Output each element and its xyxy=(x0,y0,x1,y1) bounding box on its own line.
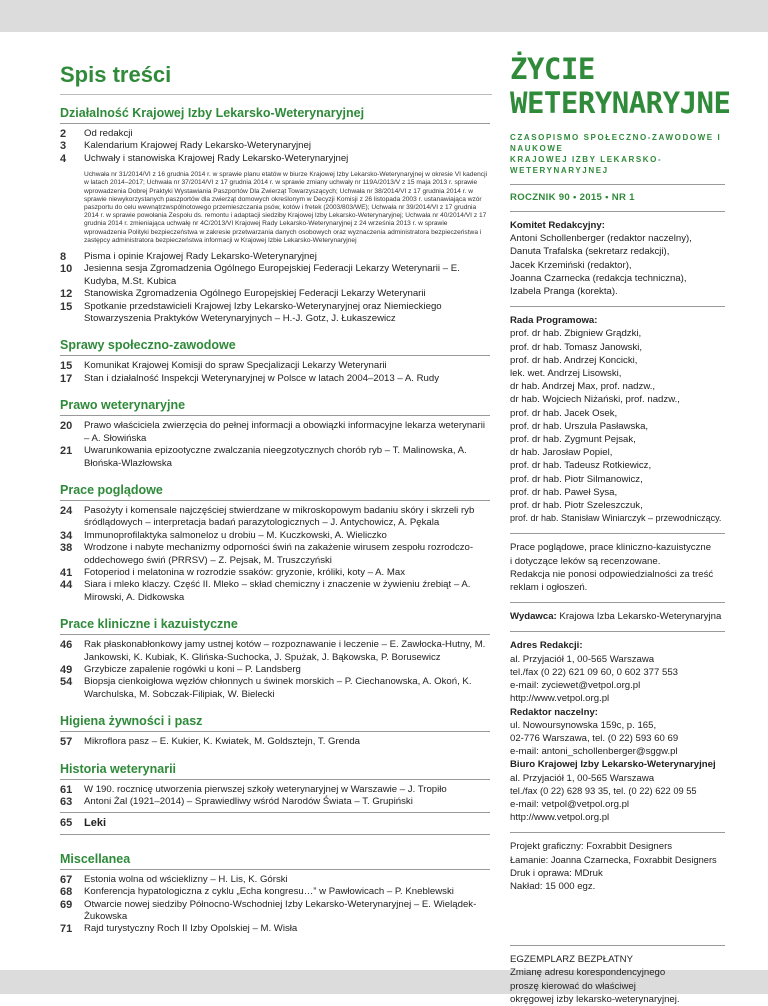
entry-title: Jesienna sesja Zgromadzenia Ogólnego Europejskiej Federacji Lekarzy Weterynarii – E. Kudyba, M.St. Kubica xyxy=(84,263,460,287)
toc-entry[interactable] xyxy=(60,360,490,372)
publisher-name: Krajowa Izba Lekarsko-Weterynaryjna xyxy=(559,611,722,623)
toc-entry[interactable] xyxy=(60,251,490,263)
member: Jacek Krzemiński (redaktor), xyxy=(510,259,632,271)
production-credits xyxy=(510,840,725,893)
toc-entry[interactable] xyxy=(60,676,490,701)
page-number: 49 xyxy=(60,663,73,676)
page-number: 63 xyxy=(60,796,73,809)
member: Danuta Trafalska (sekretarz redakcji), xyxy=(510,246,670,258)
member: Izabela Pranga (korekta). xyxy=(510,286,618,298)
page-number: 61 xyxy=(60,783,73,796)
entry-title: Pisma i opinie Krajowej Rady Lekarsko-Weterynaryjnej xyxy=(84,251,317,263)
label: Wydawca: xyxy=(510,611,557,623)
toc-entry[interactable] xyxy=(60,639,490,664)
section-heading: Prace poglądowe xyxy=(60,482,163,497)
note-line: Redakcja nie ponosi odpowiedzialności za treść xyxy=(510,568,714,580)
page-number: 65 xyxy=(60,817,73,830)
entry-title: Prawo właściciela zwierzęcia do pełnej informacji a obowiązki informacyjne lekarza weterynarii – A. Słowińska xyxy=(84,420,485,444)
entry-title: Antoni Żal (1921–2014) – Sprawiedliwy wśród Narodów Świata – T. Grupiński xyxy=(84,796,413,808)
toc-entry[interactable] xyxy=(60,899,490,924)
page-number: 12 xyxy=(60,288,73,301)
entry-title: Uchwały i stanowiska Krajowej Rady Lekarsko-Weterynaryjnej xyxy=(84,152,349,164)
masthead-column xyxy=(510,52,731,1006)
phone-line: tel./fax (0 22) 628 93 35, tel. (0 22) 622 09 55 xyxy=(510,785,697,796)
page-number: 34 xyxy=(60,529,73,542)
toc-entry[interactable] xyxy=(60,796,490,808)
toc-entry[interactable] xyxy=(60,579,490,604)
entry-title: Otwarcie nowej siedziby Północno-Wschodniej Izby Lekarsko-Weterynaryjnej – E. Wielądek-Żukowska xyxy=(84,898,477,923)
label: Komitet Redakcyjny: xyxy=(510,220,605,231)
page-number: 2 xyxy=(60,128,67,140)
section-rule xyxy=(60,415,490,416)
entry-title: Od redakcji xyxy=(84,128,133,139)
journal-logo: ŻYCIE WETERYNARYJNE xyxy=(510,52,731,120)
toc-entry[interactable] xyxy=(60,923,490,935)
toc-entry[interactable] xyxy=(60,288,490,300)
page-number: 3 xyxy=(60,140,67,153)
title-rule xyxy=(60,94,492,95)
rule xyxy=(510,184,725,185)
credit-line: Łamanie: Joanna Czarnecka, Foxrabbit Designers xyxy=(510,854,717,865)
entry-title: Immunoprofilaktyka salmoneloz u drobiu – M. Kuczkowski, A. Wieliczko xyxy=(84,529,387,541)
review-note xyxy=(510,541,725,594)
phone-line: 02-776 Warszawa, tel. (0 22) 593 60 69 xyxy=(510,732,679,744)
toc-entry[interactable] xyxy=(60,664,490,676)
member: dr hab. Wojciech Niżański, prof. nadzw., xyxy=(510,394,680,406)
section-heading: Prace kliniczne i kazuistyczne xyxy=(60,617,238,632)
entry-title: Leki xyxy=(84,817,107,830)
entry-title: Komunikat Krajowej Komisji do spraw Specjalizacji Lekarzy Weterynarii xyxy=(84,360,387,372)
member: Antoni Schollenberger (redaktor naczelny), xyxy=(510,233,692,245)
page-number: 67 xyxy=(60,873,73,886)
entry-title: Pasożyty i komensale najczęściej stwierdzane w mikroskopowym badaniu skóry i skrzeli ryb śródlądowych – interpretacja badań parazytologicznych – J. Antychowicz, A. Pękala xyxy=(84,504,475,529)
entry-title: Wrodzone i nabyte mechanizmy odporności świń na zakażenie wirusem zespołu rozrodczo-oddechowego świń (PRRSV) – Z. Pejsak, M. Truszczyński xyxy=(84,542,474,566)
toc-entry[interactable] xyxy=(60,817,490,829)
page-number: 38 xyxy=(60,542,73,555)
section-heading: Miscellanea xyxy=(60,851,131,866)
rule xyxy=(510,211,725,212)
address-line: al. Przyjaciół 1, 00-565 Warszawa xyxy=(510,653,655,665)
member: dr hab. Andrzej Max, prof. nadzw., xyxy=(510,381,656,393)
toc-entry[interactable] xyxy=(60,874,490,886)
section-rule xyxy=(60,812,490,813)
member: prof. dr hab. Andrzej Koncicki, xyxy=(510,354,638,366)
editorial-committee xyxy=(510,219,725,298)
section-rule xyxy=(60,123,490,124)
rule xyxy=(510,533,725,534)
label: Redaktor naczelny: xyxy=(510,706,598,718)
member: prof. dr hab. Piotr Szeleszczuk, xyxy=(510,500,643,512)
page-number: 10 xyxy=(60,263,73,276)
note-line: Zmianę adresu korespondencyjnego xyxy=(510,967,666,979)
email-link[interactable]: e-mail: vetpol@vetpol.org.pl xyxy=(510,798,630,810)
email-link[interactable]: e-mail: antoni_schollenberger@sggw.pl xyxy=(510,746,678,758)
section-rule xyxy=(60,731,490,732)
entry-title: Stanowiska Zgromadzenia Ogólnego Europejskiej Federacji Lekarzy Weterynarii xyxy=(84,288,426,300)
label: Biuro Krajowej Izby Lekarsko-Weterynaryjnej xyxy=(510,759,716,771)
page-number: 71 xyxy=(60,923,73,936)
note-line: i dotyczące leków są recenzowane. xyxy=(510,555,661,567)
entry-title: Stan i działalność Inspekcji Weterynaryjnej w Polsce w latach 2004–2013 – A. Rudy xyxy=(84,372,439,384)
member: prof. dr hab. Piotr Silmanowicz, xyxy=(510,473,643,485)
note-line: okręgowej izby lekarsko-weterynaryjnej. xyxy=(510,993,680,1005)
toc-entry[interactable] xyxy=(60,128,490,140)
toc-entry[interactable] xyxy=(60,153,490,165)
note-line: proszę kierować do właściwej xyxy=(510,980,636,992)
toc-entry[interactable] xyxy=(60,505,490,530)
member: prof. dr hab. Zbigniew Grądzki, xyxy=(510,328,642,340)
toc-entry[interactable] xyxy=(60,736,490,748)
email-link[interactable]: e-mail: zyciewet@vetpol.org.pl xyxy=(510,680,641,692)
section-heading: Prawo weterynaryjne xyxy=(60,398,186,413)
toc-entry[interactable] xyxy=(60,263,490,288)
entry-title: Spotkanie przedstawicieli Krajowej Izby Lekarsko-Weterynaryjnej oraz Niemieckiego Stowarzyszenia Praktyków Weterynaryjnych – H.-J. Gotz, J. Łukaszewicz xyxy=(84,300,442,325)
member: prof. dr hab. Tadeusz Rotkiewicz, xyxy=(510,460,652,472)
member: prof. dr hab. Zygmunt Pejsak, xyxy=(510,434,636,446)
toc-entry[interactable] xyxy=(60,542,490,567)
entry-title: W 190. rocznicę utworzenia pierwszej szkoły weterynaryjnej w Warszawie – J. Tropiło xyxy=(84,783,447,795)
member: prof. dr hab. Tomasz Janowski, xyxy=(510,341,643,353)
entry-title: Siara i mleko klaczy. Część II. Mleko – skład chemiczny i znaczenie w żywieniu źrebiąt – A. Mirowski, A. Didkowska xyxy=(84,579,471,603)
entry-title: Fotoperiod i melatonina w rozrodzie ssaków: gryzonie, króliki, koty – A. Max xyxy=(84,566,405,578)
publisher xyxy=(510,610,725,623)
section-heading: Działalność Krajowej Izby Lekarsko-Weterynaryjnej xyxy=(60,106,365,120)
page-number: 46 xyxy=(60,639,73,652)
member: prof. dr hab. Stanisław Winiarczyk – przewodniczący. xyxy=(510,513,722,524)
section-rule xyxy=(60,634,490,635)
member: Joanna Czarnecka (redakcja techniczna), xyxy=(510,272,687,284)
website-link[interactable]: http://www.vetpol.org.pl xyxy=(510,693,610,705)
free-copy-note xyxy=(510,953,725,1006)
journal-subtitle: CZASOPISMO SPOŁECZNO-ZAWODOWE I NAUKOWE xyxy=(510,133,722,153)
contact-info xyxy=(510,639,725,824)
page-number: 41 xyxy=(60,566,73,579)
toc-entry[interactable] xyxy=(60,373,490,385)
page-number: 69 xyxy=(60,898,73,911)
member: prof. dr hab. Jacek Osek, xyxy=(510,407,618,419)
credit-line: Projekt graficzny: Foxrabbit Designers xyxy=(510,841,673,853)
page-number: 24 xyxy=(60,504,73,517)
credit-line: Nakład: 15 000 egz. xyxy=(510,880,596,892)
address-line: ul. Nowoursynowska 159c, p. 165, xyxy=(510,719,657,731)
entry-title: Rajd turystyczny Roch II Izby Opolskiej – M. Wisła xyxy=(84,923,298,935)
entry-title: Uwarunkowania epizootyczne zwalczania nieegzotycznych chorób ryb – T. Malinowska, A. Błońska-Wlazłowska xyxy=(84,445,467,469)
toc-entry[interactable] xyxy=(60,567,490,579)
page-number: 4 xyxy=(60,152,67,165)
phone-line: tel./fax (0 22) 621 09 60, 0 602 377 553 xyxy=(510,666,679,678)
label: Rada Programowa: xyxy=(510,315,598,327)
page-number: 15 xyxy=(60,360,73,373)
issue-info: ROCZNIK 90 • 2015 • NR 1 xyxy=(510,192,635,203)
page-number: 54 xyxy=(60,676,73,689)
section-rule xyxy=(60,869,490,870)
rule xyxy=(510,602,725,603)
credit-line: Druk i oprawa: MDruk xyxy=(510,867,603,879)
note-line: Prace poglądowe, prace kliniczno-kazuistyczne xyxy=(510,542,712,554)
rule xyxy=(510,832,725,833)
section-rule xyxy=(60,355,490,356)
member: prof. dr hab. Urszula Pasławska, xyxy=(510,420,649,432)
toc-entry[interactable] xyxy=(60,784,490,796)
label: Adres Redakcji: xyxy=(510,640,583,652)
page-number: 57 xyxy=(60,736,73,749)
address-line: al. Przyjaciół 1, 00-565 Warszawa xyxy=(510,772,655,784)
toc-entry[interactable] xyxy=(60,886,490,898)
entry-title: Grzybicze zapalenie rogówki u koni – P. Landsberg xyxy=(84,663,301,675)
toc-entry[interactable] xyxy=(60,420,490,445)
note-line: EGZEMPLARZ BEZPŁATNY xyxy=(510,954,633,966)
section-rule xyxy=(60,834,490,835)
section-heading: Higiena żywności i pasz xyxy=(60,714,203,729)
toc-entry[interactable] xyxy=(60,530,490,542)
toc-entry[interactable] xyxy=(60,140,490,152)
section-rule xyxy=(60,779,490,780)
section-heading: Sprawy społeczno-zawodowe xyxy=(60,338,236,353)
journal-subtitle: KRAJOWEJ IZBY LEKARSKO-WETERYNARYJNEJ xyxy=(510,155,663,175)
rule xyxy=(510,631,725,632)
entry-title: Rak płaskonabłonkowy jamy ustnej kotów – rozpoznawanie i leczenie – E. Zawłocka-Hutny, M. Jankowski, K. Kubiak, K. Glińska-Suchocka, J. Spużak, J. Bąkowska, P. Borusewicz xyxy=(84,639,486,663)
page-number: 8 xyxy=(60,251,67,264)
member: lek. wet. Andrzej Lisowski, xyxy=(510,368,622,380)
rule xyxy=(510,945,725,946)
page-title: Spis treści xyxy=(60,62,172,87)
program-council xyxy=(510,314,725,525)
member: dr hab. Jarosław Popiel, xyxy=(510,447,613,459)
section-rule xyxy=(60,500,490,501)
entry-title: Konferencja hypatologiczna z cyklu „Echa kongresu…” w Pawłowicach – P. Kneblewski xyxy=(84,886,454,898)
table-of-contents xyxy=(60,60,490,936)
page-number: 15 xyxy=(60,300,73,313)
website-link[interactable]: http://www.vetpol.org.pl xyxy=(510,812,610,824)
resolutions-list: Uchwała nr 31/2014/VI z 16 grudnia 2014 r. w sprawie planu etatów w biurze Krajowej Izby Lekarsko-Weterynaryjnej w okresie VI kadencji w latach 2014–2017; Uchwała nr 37/2014/VI z 17 grudnia 2014 r. w sprawie zmiany uchwały nr 119A/2013/V z 15 maja 2013 r. sprawie wprowadzenia Dobrej Praktyki Wystawiania Paszportów Dla Zwierząt Towarzyszących; Uchwała nr 38/2014/VI z 17 grudnia 2014 r. w sprawie niewykorzystanych paszportów dla zwierząt domowych określonym w Decyzji Komisji z 26 listopada 2003 r. ustanawiająca wzór paszportu do celu wewnątrzwspólnotowego przemieszczania psów, kotów i fretek (2003/803/WE); Uchwała nr 39/2014/VI z 17 grudnia 2014 r. w sprawie powołania Zespołu ds. remontu i adaptacji siedziby Krajowej Izby Lekarsko-Weterynaryjnej; Uchwała nr 40/2014/VI z 17 grudnia 2014 r. zmieniająca uchwałę nr 4C/2013/VI Krajowej Rady Lekarsko-Weterynaryjnej z 24 września 2013 r. w sprawie wprowadzenia Polityki bezpieczeństwa w zakresie przetwarzania danych osobowych oraz wyznaczenia administratora bezpieczeństwa i zastępcy administratora bezpieczeństwa informacji w Krajowej Izbie Lekarsko-Weterynaryjnej xyxy=(84,171,488,244)
note-line: reklam i ogłoszeń. xyxy=(510,582,588,594)
toc-entry[interactable] xyxy=(60,445,490,470)
entry-title: Estonia wolna od wścieklizny – H. Lis, K. Górski xyxy=(84,873,288,885)
member: prof. dr hab. Paweł Sysa, xyxy=(510,486,618,498)
page-number: 44 xyxy=(60,579,73,592)
entry-title: Kalendarium Krajowej Rady Lekarsko-Weterynaryjnej xyxy=(84,140,311,152)
entry-title: Mikroflora pasz – E. Kukier, K. Kwiatek, M. Goldsztejn, T. Grenda xyxy=(84,736,361,748)
section-heading: Historia weterynarii xyxy=(60,761,177,776)
rule xyxy=(510,306,725,307)
page-number: 17 xyxy=(60,372,73,385)
page-number: 20 xyxy=(60,420,73,433)
page-number: 68 xyxy=(60,886,73,899)
page-number: 21 xyxy=(60,445,73,458)
entry-title: Biopsja cienkoigłowa węzłów chłonnych u świnek morskich – P. Ciechanowska, A. Okoń, K. Warchulska, M. Sobczak-Filipiak, W. Bielecki xyxy=(84,676,472,700)
top-band xyxy=(0,0,768,32)
toc-entry[interactable] xyxy=(60,301,490,326)
